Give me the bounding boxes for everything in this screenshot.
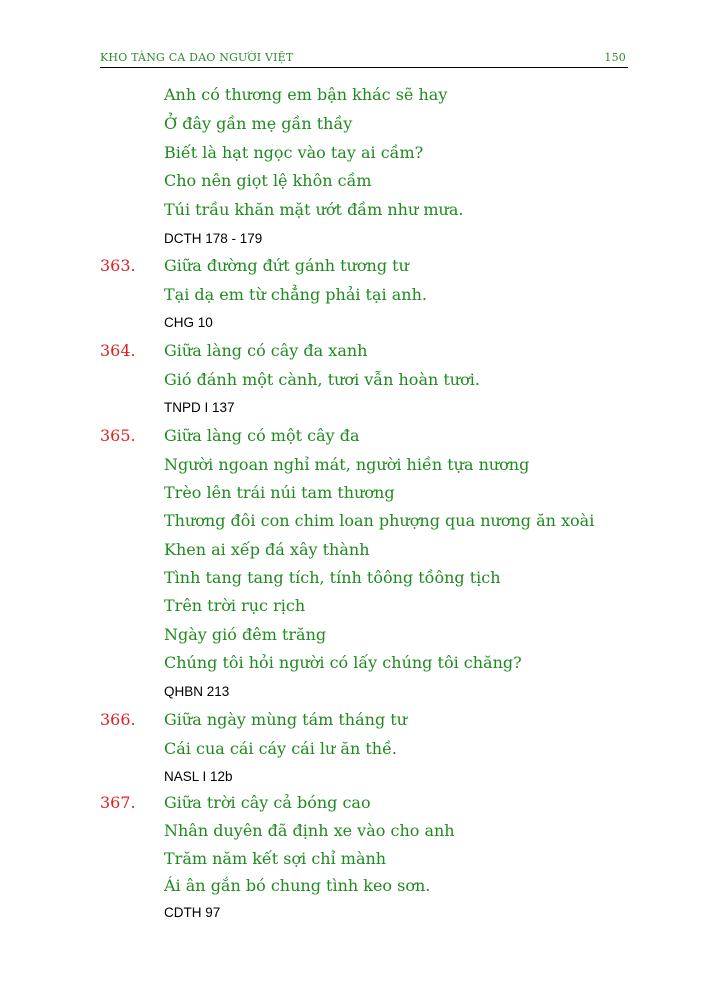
verse-line: Túi trầu khăn mặt ướt đầm như mưa.: [164, 200, 464, 219]
source-citation: NASL I 12b: [164, 769, 233, 784]
verse-line: Giữa làng có một cây đa: [164, 426, 360, 445]
verse-line: Tại dạ em từ chẳng phải tại anh.: [164, 285, 427, 304]
verse-line: Trăm năm kết sợi chỉ mành: [164, 849, 387, 868]
verse-line: Người ngoan nghỉ mát, người hiền tựa nương: [164, 455, 530, 474]
verse-line: Tình tang tang tích, tính tôông tồông tịch: [164, 568, 501, 587]
verse-line: Chúng tôi hỏi người có lấy chúng tôi chăng?: [164, 653, 522, 672]
verse-number: 363.: [100, 256, 136, 275]
verse-line: Ngày gió đêm trăng: [164, 625, 327, 644]
verse-line: Biết là hạt ngọc vào tay ai cầm?: [164, 143, 424, 162]
source-citation: CDTH 97: [164, 905, 221, 920]
verse-number: 366.: [100, 710, 136, 729]
page-number: 150: [604, 51, 626, 64]
source-citation: TNPD I 137: [164, 400, 235, 415]
verse-line: Ở đây gần mẹ gần thầy: [164, 114, 353, 133]
verse-line: Anh có thương em bận khác sẽ hay: [164, 85, 448, 104]
page-header: [100, 49, 628, 68]
verse-line: Ái ân gắn bó chung tình keo sơn.: [164, 876, 431, 895]
verse-number: 367.: [100, 793, 136, 812]
verse-number: 365.: [100, 426, 136, 445]
verse-line: Cho nên giọt lệ khôn cầm: [164, 171, 372, 190]
header-title: KHO TÀNG CA DAO NGƯỜI VIỆT: [100, 51, 294, 64]
verse-line: Trèo lên trái núi tam thương: [164, 483, 395, 502]
source-citation: DCTH 178 - 179: [164, 231, 263, 246]
verse-line: Gió đánh một cành, tươi vẫn hoàn tươi.: [164, 370, 480, 389]
verse-line: Giữa trời cây cả bóng cao: [164, 793, 371, 812]
verse-line: Trên trời rục rịch: [164, 596, 306, 615]
verse-line: Cái cua cái cáy cái lư ăn thề.: [164, 739, 398, 758]
source-citation: CHG 10: [164, 315, 213, 330]
verse-line: Giữa đường đứt gánh tương tư: [164, 256, 409, 275]
verse-line: Khen ai xếp đá xây thành: [164, 540, 370, 559]
verse-line: Giữa ngày mùng tám tháng tư: [164, 710, 408, 729]
verse-number: 364.: [100, 341, 136, 360]
verse-line: Thương đôi con chim loan phượng qua nương ăn xoài: [164, 511, 595, 530]
source-citation: QHBN 213: [164, 684, 230, 699]
verse-line: Giữa làng có cây đa xanh: [164, 341, 368, 360]
verse-line: Nhân duyên đã định xe vào cho anh: [164, 821, 455, 840]
